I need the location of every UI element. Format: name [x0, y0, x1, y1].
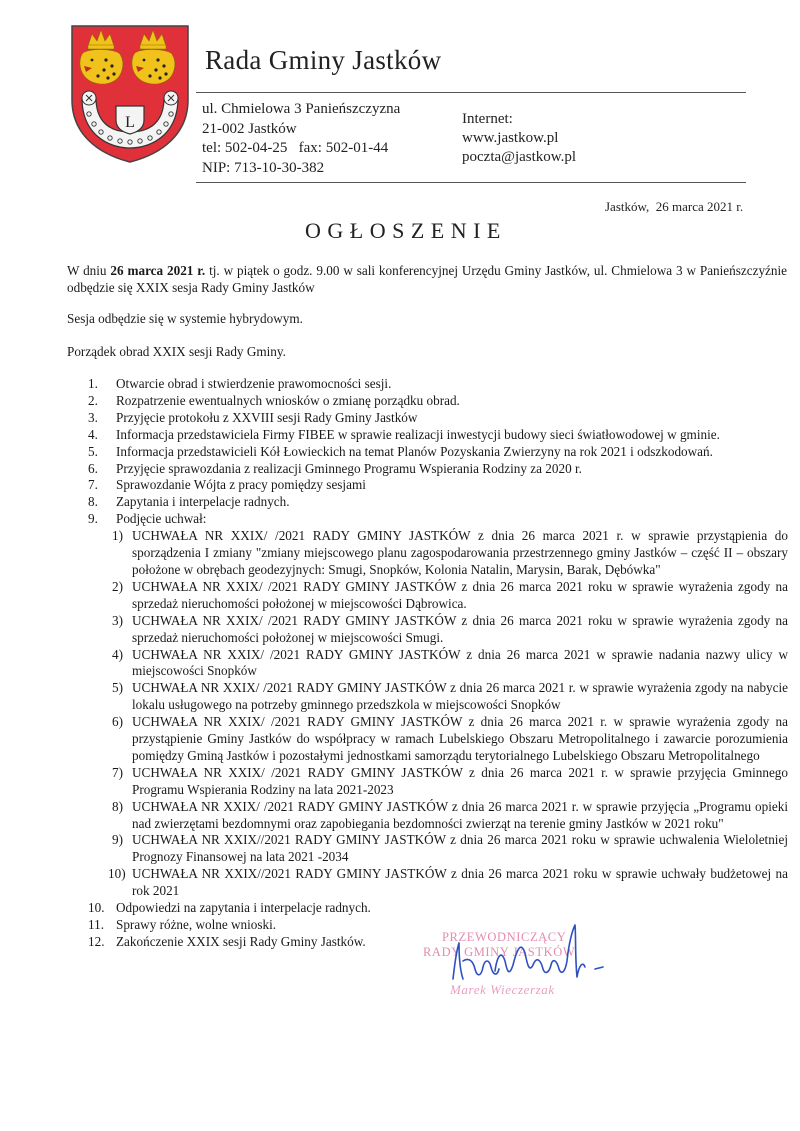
resolution-item: [0, 680, 800, 714]
agenda-item: [0, 376, 800, 393]
organization-name: Rada Gminy Jastków: [205, 45, 442, 75]
resolution-number: 2): [112, 578, 123, 594]
agenda-item: [0, 410, 800, 427]
resolution-text: UCHWAŁA NR XXIX/ /2021 RADY GMINY JASTKÓW z dnia 26 marca 2021 roku w sprawie wyrażenia zgody na sprzedaż nieruchomości położonej w miejscowości Smugi.: [132, 612, 788, 645]
resolution-number: 10): [108, 866, 126, 882]
resolution-number: 4): [112, 646, 123, 662]
intro-text-rest: tj. w piątek o godz. 9.00 w sali konferencyjnej Urzędu Gminy Jastków, ul. Chmielowa 3 w Panieńszczyźnie odbędzie się XXIX sesja Rady Gminy Jastków: [67, 263, 787, 295]
resolution-item: [0, 647, 800, 681]
intro-text-start: W dniu: [67, 263, 111, 278]
hybrid-note: Sesja odbędzie się w systemie hybrydowym.: [67, 311, 303, 326]
resolution-text: UCHWAŁA NR XXIX/ /2021 RADY GMINY JASTKÓW z dnia 26 marca 2021 r. w sprawie przyjęcia Gminnego Programu Wspierania Rodziny na lata 2021-2023: [132, 764, 788, 797]
agenda-item: [0, 511, 800, 528]
email-link[interactable]: poczta@jastkow.pl: [462, 149, 577, 165]
chairman-stamp: [405, 925, 635, 1005]
resolution-text: UCHWAŁA NR XXIX/ /2021 RADY GMINY JASTKÓW z dnia 26 marca 2021 r. w sprawie przyjęcia „Programu opieki nad zwierzętami bezdomnymi oraz zapobiegania bezdomności zwierząt na terenie gminy Jastków w 2021 roku": [132, 798, 788, 831]
resolution-text: UCHWAŁA NR XXIX/ /2021 RADY GMINY JASTKÓW z dnia 26 marca 2021 w sprawie nadania nazwy ulicy w miejscowości Snopków: [132, 646, 788, 679]
agenda-item: [0, 917, 800, 934]
address-phone-fax: tel: 502-04-25 fax: 502-01-44: [202, 140, 389, 156]
agenda-item-number: 3.: [88, 409, 98, 425]
resolution-item: [0, 528, 800, 579]
intro-paragraph: [67, 262, 787, 296]
agenda-item: [0, 427, 800, 444]
stamp-council: RADY GMINY JASTKÓW: [423, 945, 576, 959]
agenda-item-number: 7.: [88, 477, 98, 493]
resolution-number: 3): [112, 612, 123, 628]
agenda-item-number: 4.: [88, 426, 98, 442]
agenda-item-number: 2.: [88, 392, 98, 408]
resolution-number: 6): [112, 714, 123, 730]
resolution-item: [0, 832, 800, 866]
agenda-item-text: Informacja przedstawicieli Kół Łowieckich na temat Planów Pozyskania Zwierzyny na rok 2021 i odszkodowań.: [116, 443, 713, 459]
resolution-item: [0, 613, 800, 647]
agenda-item-text: Sprawozdanie Wójta z pracy pomiędzy sesjami: [116, 477, 366, 493]
resolution-text: UCHWAŁA NR XXIX/ /2021 RADY GMINY JASTKÓW z dnia 26 marca 2021 r. w sprawie wyrażenia zgody na przystąpienie Gminy Jastków do współpracy w ramach Lubelskiego Obszaru Metropolitalnego i zawarcie porozumienia pomiędzy Gminą Jastków i pozostałymi jednostkami samorządu terytorialnego Lubelskiego Obszaru Metropolitalnego: [132, 714, 788, 763]
agenda-item-number: 6.: [88, 460, 98, 476]
handwritten-signature-icon: [435, 921, 635, 991]
agenda-item-number: 12.: [88, 933, 105, 949]
address-city: 21-002 Jastków: [202, 120, 297, 137]
resolution-item: [0, 714, 800, 765]
agenda-item-text: Rozpatrzenie ewentualnych wniosków o zmianę porządku obrad.: [116, 392, 460, 408]
jastkow-coat-of-arms-icon: [68, 22, 192, 164]
address-block: [202, 100, 400, 178]
agenda-item-number: 10.: [88, 900, 105, 916]
resolution-item: [0, 579, 800, 613]
stamp-title: PRZEWODNICZĄCY: [442, 930, 567, 944]
agenda-item: [0, 934, 800, 951]
agenda-item-text: Sprawy różne, wolne wnioski.: [116, 917, 277, 932]
agenda-item: [0, 461, 800, 478]
internet-block: [462, 110, 576, 167]
resolution-number: 9): [112, 832, 123, 848]
agenda-item-number: 11.: [88, 917, 104, 932]
header-divider-top: [196, 92, 746, 93]
agenda-item: [0, 444, 800, 461]
place-and-date: Jastków, 26 marca 2021 r.: [605, 199, 744, 214]
internet-label: Internet:: [462, 111, 513, 127]
document-heading: OGŁOSZENIE: [305, 218, 507, 243]
address-nip: NIP: 713-10-30-382: [202, 159, 325, 176]
resolution-number: 5): [112, 680, 123, 696]
agenda-item-text: Odpowiedzi na zapytania i interpelacje radnych.: [116, 900, 371, 916]
agenda-item: [0, 477, 800, 494]
agenda-item-text: Informacja przedstawiciela Firmy FIBEE w sprawie realizacji inwestycji budowy sieci światłowodowej w gminie.: [116, 426, 720, 442]
agenda-item-text: Przyjęcie sprawozdania z realizacji Gminnego Programu Wspierania Rodziny za 2020 r.: [116, 460, 582, 476]
resolution-text: UCHWAŁA NR XXIX//2021 RADY GMINY JASTKÓW z dnia 26 marca 2021 roku w sprawie uchwały budżetowej na rok 2021: [132, 866, 788, 899]
resolution-number: 1): [112, 528, 123, 544]
address-street: ul. Chmielowa 3 Panieńszczyzna: [202, 101, 401, 117]
agenda-item: [0, 494, 800, 511]
resolution-text: UCHWAŁA NR XXIX/ /2021 RADY GMINY JASTKÓW z dnia 26 marca 2021 roku w sprawie wyrażenia zgody na sprzedaż nieruchomości położonej w miejscowości Dąbrowica.: [132, 578, 788, 611]
agenda-item-text: Zakończenie XXIX sesji Rady Gminy Jastków.: [116, 933, 366, 949]
agenda-list: [0, 376, 800, 951]
agenda-item: [0, 393, 800, 410]
agenda-item-number: 5.: [88, 443, 98, 459]
agenda-item-number: 8.: [88, 494, 98, 510]
stamp-name: Marek Wieczerzak: [450, 982, 555, 997]
resolution-item: [0, 866, 800, 900]
session-date: 26 marca 2021 r.: [110, 263, 206, 278]
agenda-item-number: 1.: [88, 376, 98, 391]
resolution-text: UCHWAŁA NR XXIX/ /2021 RADY GMINY JASTKÓW z dnia 26 marca 2021 r. w sprawie przystąpienia do sporządzenia I zmiany "zmiany miejscowego planu zagospodarowania przestrzennego gminy Jastków – część II – obszary położone w obrębach geodezyjnych: Smugi, Snopków, Kolonia Natalin, Marysin, Barak, Dębówka": [132, 528, 788, 577]
resolution-number: 7): [112, 764, 123, 780]
agenda-title: Porządek obrad XXIX sesji Rady Gminy.: [67, 344, 286, 359]
resolution-text: UCHWAŁA NR XXIX/ /2021 RADY GMINY JASTKÓW z dnia 26 marca 2021 r. w sprawie wyrażenia zgody na nabycie lokalu usługowego na potrzeby gminnego przedszkola w miejscowości Snopków: [132, 680, 788, 713]
agenda-item-text: Zapytania i interpelacje radnych.: [116, 494, 290, 510]
header-divider-bottom: [196, 182, 746, 183]
website-link[interactable]: www.jastkow.pl: [462, 130, 559, 146]
resolution-text: UCHWAŁA NR XXIX//2021 RADY GMINY JASTKÓW z dnia 26 marca 2021 roku w sprawie uchwalenia Wieloletniej Prognozy Finansowej na lata 2021 -2034: [132, 832, 788, 865]
agenda-item-text: Przyjęcie protokołu z XXVIII sesji Rady Gminy Jastków: [116, 409, 418, 425]
svg-text:L: L: [125, 114, 135, 131]
agenda-item: [0, 900, 800, 917]
resolution-item: [0, 799, 800, 833]
resolution-item: [0, 765, 800, 799]
agenda-item-text: Otwarcie obrad i stwierdzenie prawomocności sesji.: [116, 376, 392, 391]
resolution-number: 8): [112, 798, 123, 814]
agenda-item-number: 9.: [88, 511, 98, 527]
agenda-item-text: Podjęcie uchwał:: [116, 511, 207, 527]
